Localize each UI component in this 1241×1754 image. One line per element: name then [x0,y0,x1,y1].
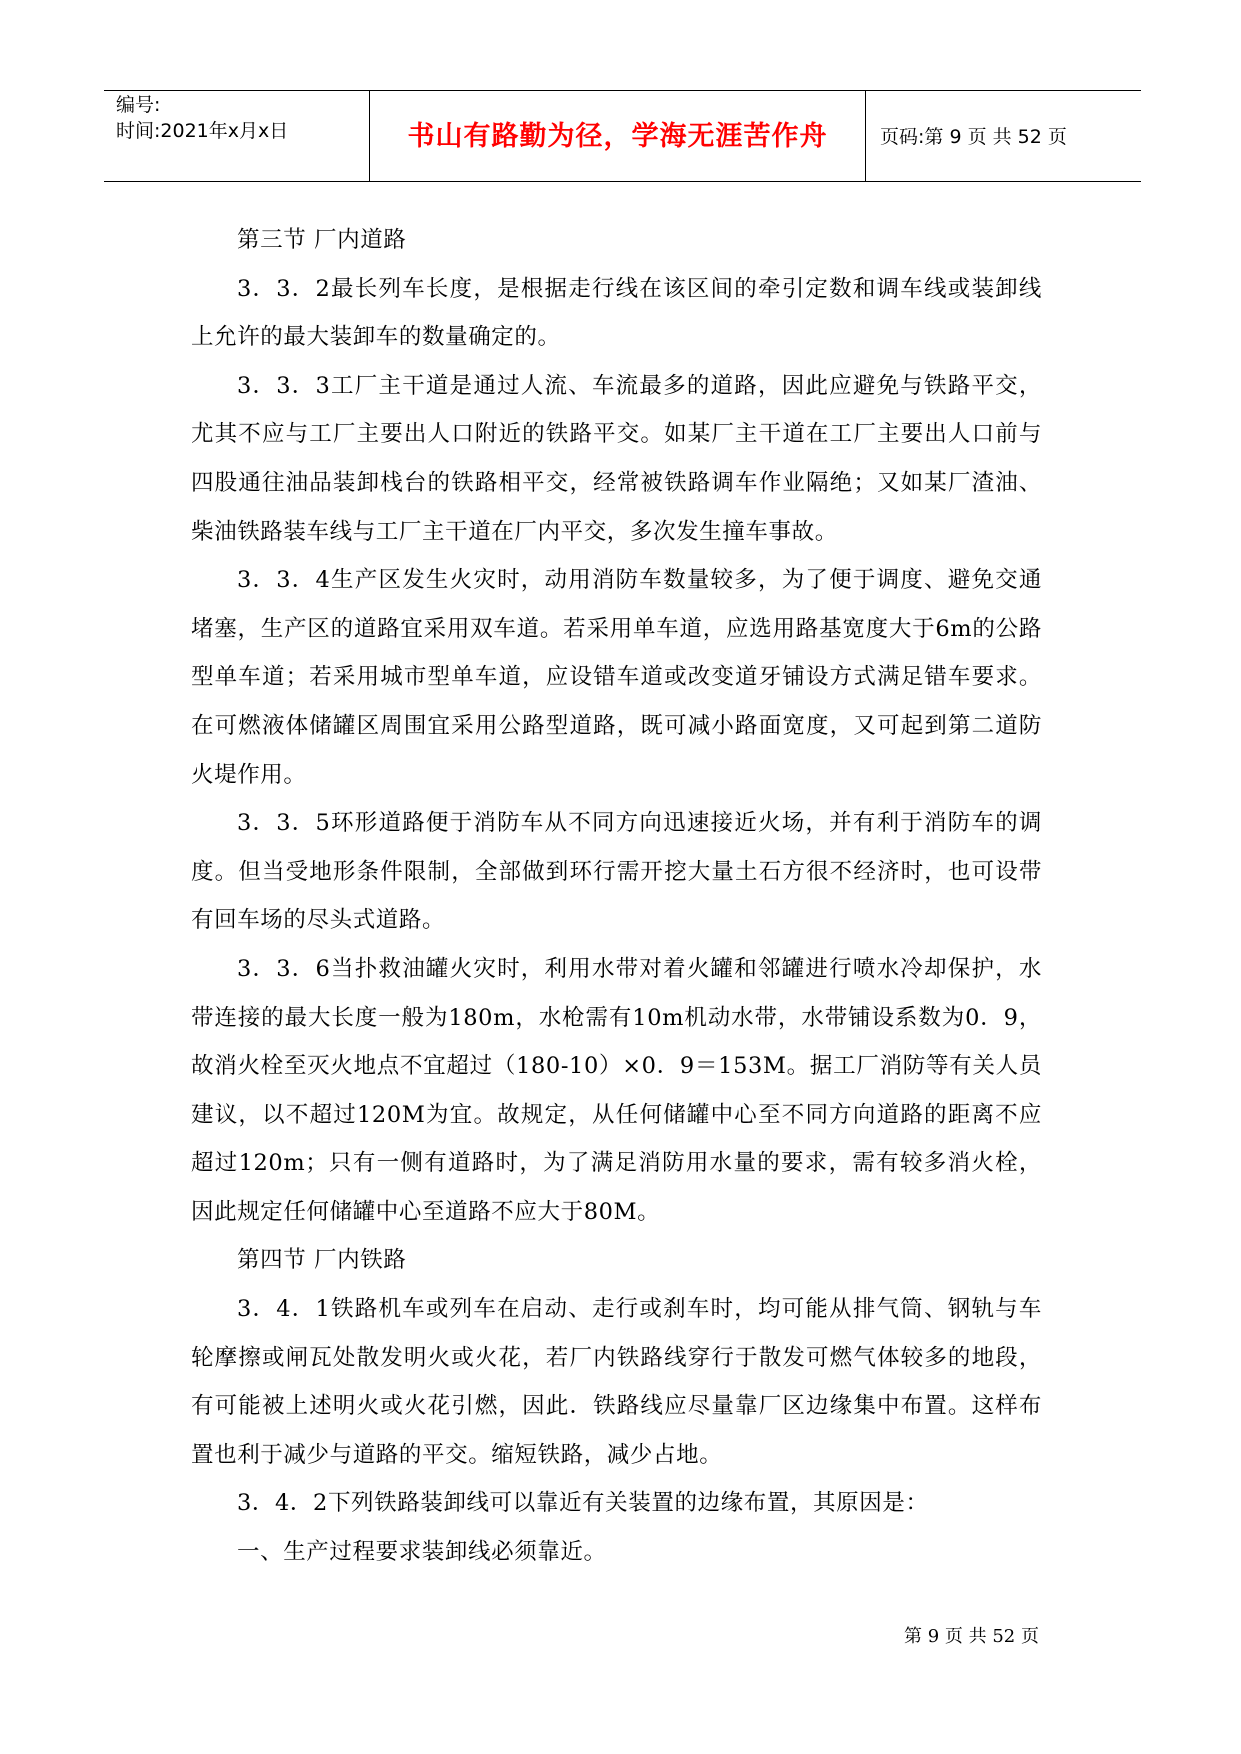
section-heading: 第三节 厂内道路 [237,227,407,253]
footer-page-number: 第 9 页 共 52 页 [904,1626,1039,1647]
header-meta-cell [104,91,370,181]
body-paragraph: 3．3．5环形道路便于消防车从不同方向迅速接近火场，并有利于消防车的调度。但当受地形条件限制，全部做到环行需开挖大量土石方很不经济时，也可设带有回车场的尽头式道路。 [191,810,1042,934]
header-motto-cell [370,91,866,181]
body-paragraph: 3．4．1铁路机车或列车在启动、走行或刹车时，均可能从排气筒、钢轨与车轮摩擦或闸瓦处散发明火或火花，若厂内铁路线穿行于散发可燃气体较多的地段，有可能被上述明火或火花引燃，因此．铁路线应尽量靠厂区边缘集中布置。这样布置也利于减少与道路的平交。缩短铁路，减少占地。 [191,1296,1042,1468]
body-paragraph: 一、生产过程要求装卸线必须靠近。 [237,1539,607,1566]
document-number-label: 编号: [116,94,161,116]
header-page-number: 页码:第 9 页 共 52 页 [880,126,1067,148]
section-heading: 第四节 厂内铁路 [237,1247,407,1274]
document-time-label: 时间:2021年x月x日 [116,120,289,142]
body-paragraph: 3．3．3工厂主干道是通过人流、车流最多的道路，因此应避免与铁路平交，尤其不应与工厂主要出人口附近的铁路平交。如某厂主干道在工厂主要出人口前与四股通往油品装卸栈台的铁路相平交，经常被铁路调车作业隔绝；又如某厂渣油、柴油铁路装车线与工厂主干道在厂内平交，多次发生撞车事故。 [191,372,1042,545]
header-motto: 书山有路勤为径，学海无涯苦作舟 [407,121,828,152]
body-paragraph: 3．3．2最长列车长度，是根据走行线在该区间的牵引定数和调车线或装卸线上允许的最大装卸车的数量确定的。 [191,275,1042,351]
body-paragraph: 3．4．2下列铁路装卸线可以靠近有关装置的边缘布置，其原因是： [237,1490,929,1517]
header-page-cell [866,91,1141,181]
body-paragraph: 3．3．4生产区发生火灾时，动用消防车数量较多，为了便于调度、避免交通堵塞，生产区的道路宜采用双车道。若采用单车道，应选用路基宽度大于6m的公路型单车道；若采用城市型单车道，应设错车道或改变道牙铺设方式满足错车要求。在可燃液体储罐区周围宜采用公路型道路，既可减小路面宽度，又可起到第二道防火堤作用。 [191,567,1042,788]
document-header [104,90,1141,182]
document-body [191,216,1042,1577]
body-paragraph: 3．3．6当扑救油罐火灾时，利用水带对着火罐和邻罐进行喷水冷却保护，水带连接的最大长度一般为180m，水枪需有10m机动水带，水带铺设系数为0．9，故消火栓至灭火地点不宜超过（180-10）×0．9＝153M。据工厂消防等有关人员建议，以不超过120M为宜。故规定，从任何储罐中心至不同方向道路的距离不应超过120m；只有一侧有道路时，为了满足消防用水量的要求，需有较多消火栓，因此规定任何储罐中心至道路不应大于80M。 [191,955,1042,1225]
